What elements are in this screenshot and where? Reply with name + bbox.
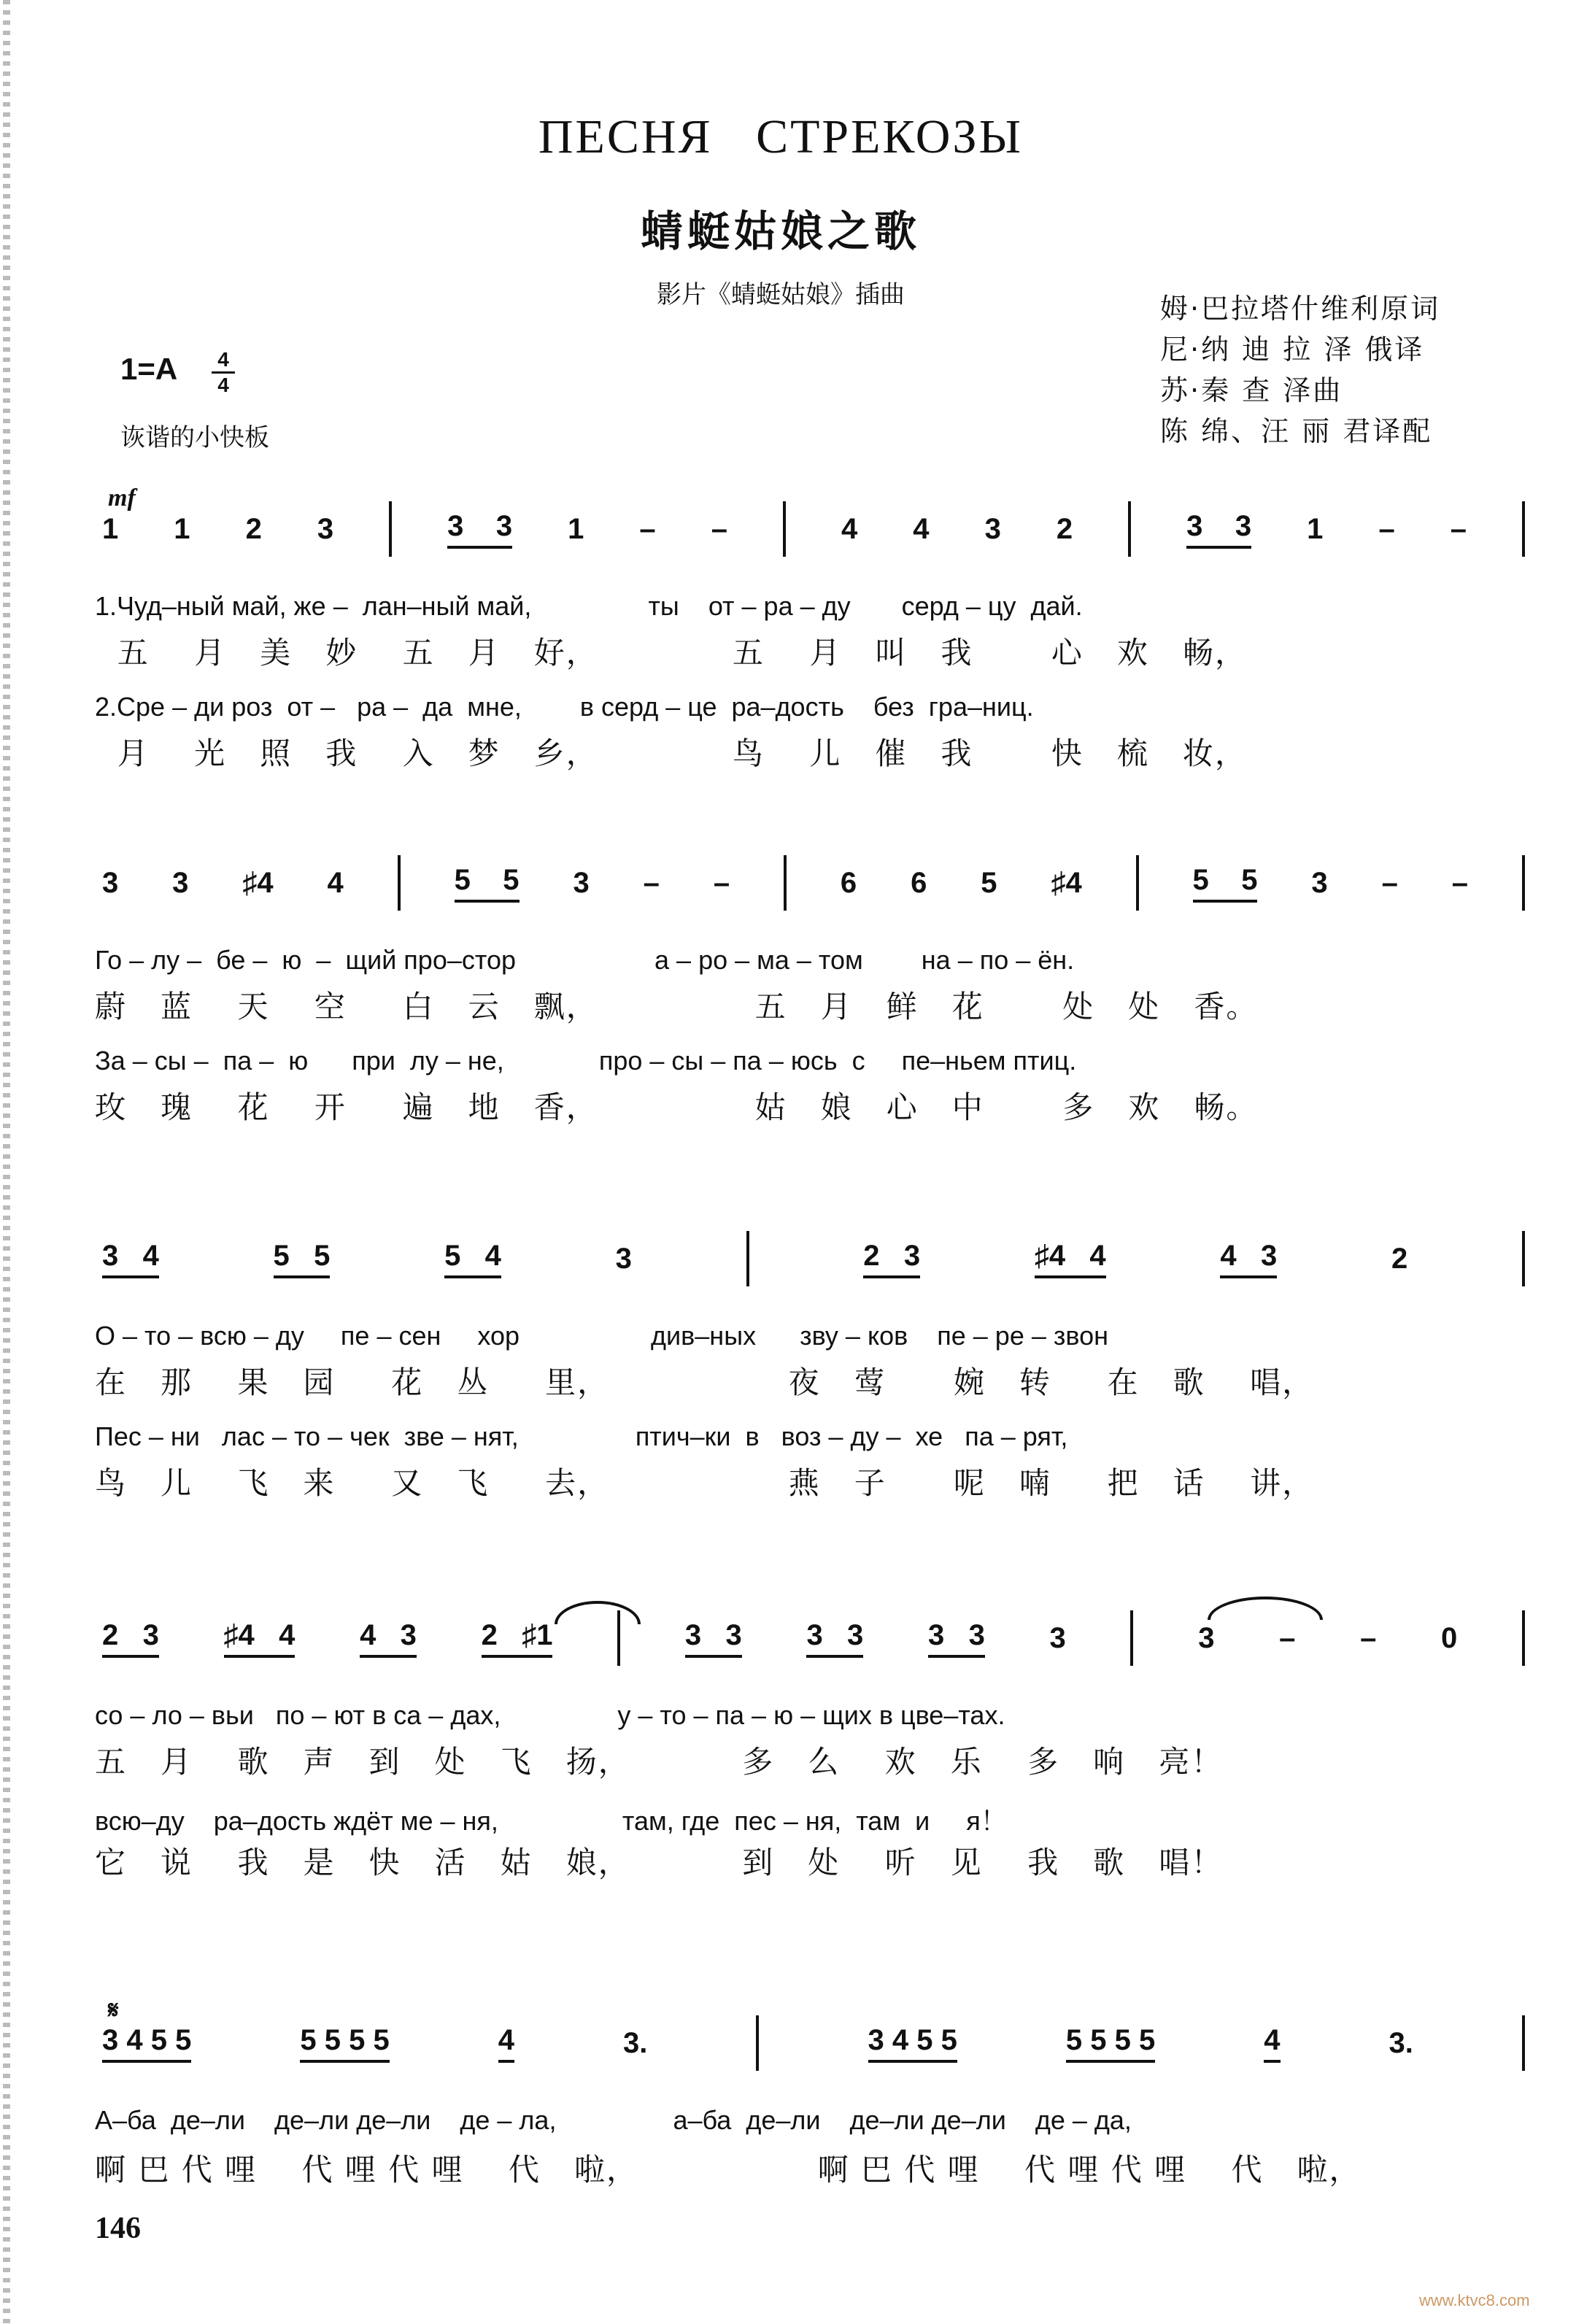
barline	[1130, 1610, 1133, 1666]
note: 4	[498, 2024, 514, 2063]
tempo-marking: 诙谐的小快板	[120, 423, 269, 452]
note-group: 3 3	[806, 1619, 863, 1658]
note: 4	[841, 512, 858, 545]
note: 5	[981, 866, 997, 899]
lyric-line-zh: 在 那 果 园 花 丛 里， 夜 莺 婉 转 在 歌 唱，	[95, 1364, 1315, 1400]
note-group: 5 4	[444, 1240, 501, 1278]
music-system-1	[0, 485, 1595, 795]
lyric-line-zh: 月 光 照 我 入 梦 乡， 鸟 儿 催 我 快 梳 妆，	[95, 736, 1247, 771]
note: 4	[327, 866, 344, 899]
note: –	[1381, 866, 1398, 899]
note-group: 3 4 5 5	[102, 2024, 191, 2063]
note-group: 5 5 5 5	[300, 2024, 389, 2063]
note: ♯4	[242, 866, 274, 899]
note-group: 3 3	[685, 1619, 742, 1658]
note: –	[1360, 1621, 1377, 1654]
credit-line: 尼·纳 迪 拉 泽 俄译	[1160, 333, 1425, 366]
lyric-line-zh: 玫 瑰 花 开 遍 地 香， 姑 娘 心 中 多 欢 畅。	[95, 1089, 1259, 1125]
barline	[1522, 1610, 1525, 1666]
lyric-line-zh: 啊 巴 代 哩 代 哩 代 哩 代 啦， 啊 巴 代 哩 代 哩 代 哩 代 啦，	[95, 2152, 1362, 2188]
barline	[756, 2015, 759, 2071]
music-system-4	[0, 1613, 1595, 1904]
note-group: 3 3	[1186, 510, 1251, 549]
note-group: 3 3	[447, 510, 512, 549]
lyric-line-zh: 五 月 美 妙 五 月 好， 五 月 叫 我 心 欢 畅，	[95, 635, 1247, 671]
lyric-line-ru: со – ло – вьи по – ют в са – дах, у – то – па – ю – щих в цве–тах.	[95, 1700, 1005, 1730]
note: 3	[573, 866, 590, 899]
lyric-line-ru: Го – лу – бе – ю – щий про–стор а – ро – ма – том на – по – ён.	[95, 945, 1075, 975]
time-numerator: 4	[217, 348, 229, 371]
barline	[1522, 2015, 1525, 2071]
credit-line: 陈 绵、汪 丽 君译配	[1160, 415, 1433, 447]
note: –	[711, 512, 727, 545]
subtitle: 影片《蜻蜓姑娘》插曲	[657, 280, 905, 309]
title-russian: ПЕСНЯ СТРЕКОЗЫ	[538, 110, 1024, 163]
music-system-3	[0, 1233, 1595, 1525]
note: 6	[911, 866, 927, 899]
notation-line	[102, 503, 1525, 555]
note-group: 3 4 5 5	[868, 2024, 957, 2063]
time-denominator: 4	[217, 374, 229, 396]
lyric-line-zh: 五 月 歌 声 到 处 飞 扬， 多 么 欢 乐 多 响 亮！	[95, 1744, 1224, 1780]
lyric-line-zh: 它 说 我 是 快 活 姑 娘， 到 处 听 见 我 歌 唱！	[95, 1845, 1224, 1880]
note-group: 5 5	[455, 864, 520, 903]
lyric-line-ru: 1.Чуд–ный май, же – лан–ный май, ты от – ра – ду серд – цу дай.	[95, 591, 1083, 621]
note: 6	[840, 866, 857, 899]
notation-line	[102, 2018, 1525, 2069]
note-group: 5 5 5 5	[1066, 2024, 1155, 2063]
note: –	[1450, 512, 1467, 545]
watermark: www.ktvc8.com	[1419, 2291, 1530, 2309]
lyric-line-ru: Пес – ни лас – то – чек зве – нят, птич–ки в воз – ду – хе па – рят,	[95, 1421, 1068, 1451]
note: –	[643, 866, 660, 899]
barline	[784, 855, 787, 911]
note: 3	[984, 512, 1001, 545]
note-group: 5 5	[274, 1240, 331, 1278]
note: 3	[1049, 1621, 1066, 1654]
barline	[1136, 855, 1139, 911]
barline	[1128, 501, 1131, 557]
note: 2	[1391, 1242, 1408, 1275]
note-group: 4 3	[360, 1619, 417, 1658]
page-number: 146	[95, 2212, 141, 2245]
note: 1	[568, 512, 584, 545]
music-system-5	[0, 1997, 1595, 2200]
lyric-line-ru: 2.Сре – ди роз от – ра – да мне, в серд – це ра–дость без гра–ниц.	[95, 692, 1034, 722]
note-group: 2 ♯1	[482, 1619, 553, 1658]
lyric-line-ru: О – то – всю – ду пе – сен хор див–ных зву – ков пе – ре – звон	[95, 1321, 1108, 1351]
note: ♯4	[1051, 866, 1082, 899]
note: –	[639, 512, 656, 545]
barline	[617, 1610, 620, 1666]
barline	[1522, 855, 1525, 911]
note: –	[1378, 512, 1395, 545]
lyric-line-ru: А–ба де–ли де–ли де–ли де – ла, а–ба де–ли де–ли де–ли де – да,	[95, 2105, 1132, 2135]
barline	[398, 855, 401, 911]
note: –	[1451, 866, 1468, 899]
lyric-line-zh: 蔚 蓝 天 空 白 云 飘， 五 月 鲜 花 处 处 香。	[95, 989, 1259, 1024]
note-group: 4 3	[1220, 1240, 1277, 1278]
barline	[1522, 501, 1525, 557]
note: 3	[1311, 866, 1328, 899]
note-group: ♯4 4	[1035, 1240, 1106, 1278]
key-signature: 1=A	[120, 352, 178, 386]
note: 0	[1441, 1621, 1458, 1654]
note: 3	[317, 512, 334, 545]
credits	[1160, 288, 1440, 452]
note-group: ♯4 4	[224, 1619, 296, 1658]
segno-mark: 𝄋	[108, 1997, 119, 2024]
title-chinese: 蜻蜓姑娘之歌	[640, 206, 921, 256]
note: 3	[102, 866, 119, 899]
credit-line: 姆·巴拉塔什维利原词	[1160, 293, 1441, 325]
music-system-2	[0, 857, 1595, 1149]
note: 3	[615, 1242, 632, 1275]
dynamic-marking: mf	[108, 485, 136, 511]
note: 2	[1056, 512, 1073, 545]
note: 3.	[623, 2026, 648, 2059]
note-group: 2 3	[102, 1619, 159, 1658]
barline	[1522, 1231, 1525, 1286]
note: 3.	[1389, 2026, 1413, 2059]
notation-line	[102, 1233, 1525, 1284]
credit-line: 苏·秦 查 泽曲	[1160, 374, 1343, 406]
note: 1	[1307, 512, 1324, 545]
note-group: 3 3	[928, 1619, 985, 1658]
note: 1	[174, 512, 190, 545]
note: 3	[172, 866, 189, 899]
time-signature	[212, 349, 235, 396]
barline	[746, 1231, 749, 1286]
lyric-line-ru: всю–ду ра–дость ждёт ме – ня, там, где пес – ня, там и я！	[95, 1806, 1007, 1836]
notation-line	[102, 1613, 1525, 1664]
note: 4	[913, 512, 930, 545]
note: 3	[1198, 1621, 1215, 1654]
barline	[389, 501, 392, 557]
note-group: 5 5	[1193, 864, 1258, 903]
note: 2	[245, 512, 262, 545]
note: 4	[1264, 2024, 1280, 2063]
page-edge-dashes	[3, 0, 10, 2324]
note: –	[1279, 1621, 1296, 1654]
note: 1	[102, 512, 119, 545]
note-group: 2 3	[863, 1240, 920, 1278]
note-group: 3 4	[102, 1240, 159, 1278]
lyric-line-zh: 鸟 儿 飞 来 又 飞 去， 燕 子 呢 喃 把 话 讲，	[95, 1465, 1315, 1501]
note: –	[713, 866, 730, 899]
notation-line	[102, 857, 1525, 908]
barline	[783, 501, 786, 557]
lyric-line-ru: За – сы – па – ю при лу – не, про – сы – па – юсь с пе–ньем птиц.	[95, 1046, 1077, 1076]
